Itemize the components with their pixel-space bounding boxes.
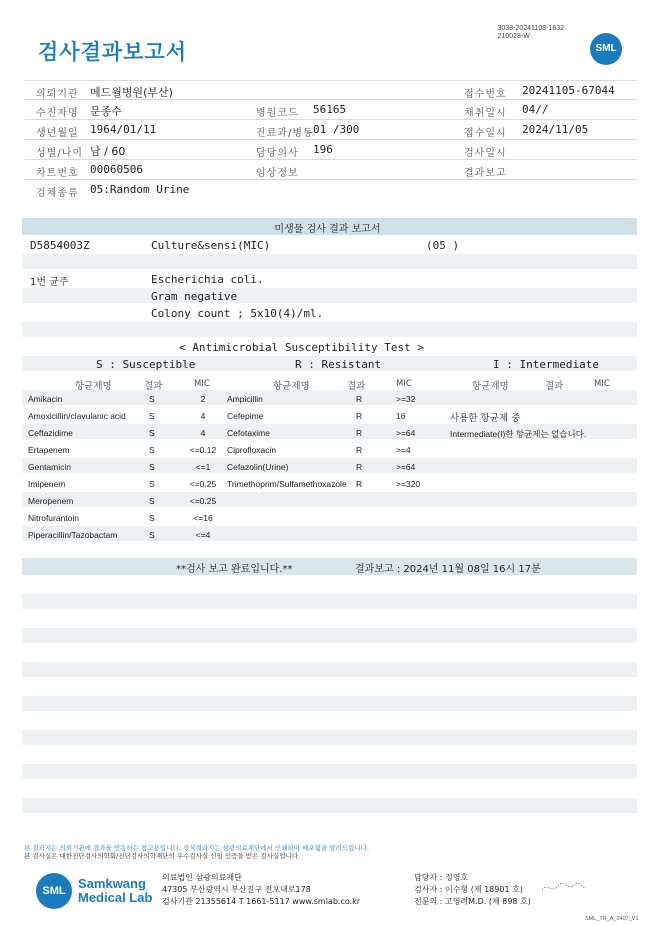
band (22, 628, 637, 643)
specimen-label: 검체종류 (36, 188, 79, 199)
footer-address: 47305 부산광역시 부산진구 전포대로178 (162, 885, 311, 894)
band (22, 798, 637, 813)
legend-susceptible: S : Susceptible (96, 358, 196, 371)
ast-mic: 16 (396, 411, 406, 421)
specimen-value: 05:Random Urine (90, 183, 190, 196)
document-code-line1: 3038-20241108-1632 (497, 25, 564, 32)
ast-mic: <=0.12 (189, 445, 217, 455)
ast-mic: <=0.25 (189, 479, 217, 489)
info-row-4 (24, 140, 637, 160)
ast-drug: Ampicillin (227, 394, 263, 404)
footer-person-3: 전문의 : 고영려M.D. (제 898 호) (414, 897, 531, 906)
ast-mic: >=32 (396, 394, 416, 404)
col-result-header: 결과 (347, 381, 366, 392)
footer-logo-icon: SML (36, 873, 72, 909)
band (22, 594, 637, 609)
info-row-3 (24, 120, 637, 140)
report-label: 결과보고 (464, 168, 507, 179)
ast-result: R (356, 394, 363, 404)
colony-count: Colony count ; 5x10(4)/ml. (151, 307, 324, 320)
sml-logo: SML (590, 33, 622, 65)
band (22, 730, 637, 745)
disclaimer-2: 본 검사실은 대한진단검사의학회/진단검사의학재단의 우수검사실 신임 인증을 받은 검사실입니다. (24, 852, 301, 860)
ast-result: S (149, 530, 155, 540)
ast-result: S (149, 513, 155, 523)
birth-label: 생년월일 (36, 128, 79, 139)
ast-mic: >=4 (396, 445, 411, 455)
micro-section-title: 미생물 검사 결과 보고서 (274, 224, 381, 235)
ast-result: S (149, 428, 155, 438)
ast-mic: 4 (200, 411, 206, 421)
ast-result: R (356, 428, 363, 438)
institution-value: 메드윌병원(부산) (90, 86, 173, 99)
ast-result: R (356, 411, 363, 421)
receipt-date-label: 접수일시 (464, 128, 507, 139)
col-drug-header: 항균제명 (273, 381, 310, 392)
collect-date-label: 채취일시 (464, 108, 507, 119)
page-title: 검사결과보고서 (38, 40, 188, 64)
footer-contact: 검사기관 21355614 T 1661-5117 www.smlab.co.kr (162, 897, 361, 906)
info-row-5 (24, 160, 637, 180)
ast-result: R (356, 479, 363, 489)
ast-drug: Meropenem (28, 496, 74, 506)
dept-value: 01 /300 (313, 123, 360, 136)
band (22, 254, 637, 269)
info-row-2 (24, 100, 637, 120)
ast-drug: Nitrofurantoin (28, 513, 80, 523)
ast-drug: Ertapenem (28, 445, 70, 455)
ast-drug: Piperacillin/Tazobactam (28, 530, 118, 540)
doctor-label: 담당의사 (256, 148, 299, 159)
legend-intermediate: I : Intermediate (493, 358, 599, 371)
footer-org: 의료법인 삼광의료재단 (162, 873, 242, 882)
ast-drug: Cefotaxime (227, 428, 270, 438)
sex-age-value: 남 / 60 (90, 145, 126, 158)
ast-mic: >=64 (396, 462, 416, 472)
form-code: SML_TR_A_2407_V1 (585, 916, 639, 922)
ast-drug: Amikacin (28, 394, 63, 404)
footer-brand (78, 877, 152, 905)
gram-stain: Gram negative (151, 290, 238, 303)
receipt-date-value: 2024/11/05 (522, 123, 589, 136)
institution-label: 의뢰기관 (36, 89, 79, 100)
micro-code: D5854003Z (30, 239, 90, 252)
brand-line1: Samkwang (78, 876, 146, 891)
doctor-value: 196 (313, 143, 333, 156)
ast-result: S (149, 496, 155, 506)
birth-value: 1964/01/11 (90, 123, 157, 136)
col-mic-header: MIC (396, 379, 412, 389)
ast-mic: >=320 (396, 479, 421, 489)
band (22, 492, 637, 507)
chart-label: 차트번호 (36, 168, 79, 179)
col-drug-header: 항균제명 (472, 381, 509, 392)
ast-drug: Cefepime (227, 411, 264, 421)
ast-drug: Gentamicin (28, 462, 71, 472)
col-result-header: 결과 (545, 381, 564, 392)
ast-result: S (149, 479, 155, 489)
collect-date-value: 04// (522, 103, 549, 116)
ast-result: S (149, 411, 155, 421)
col-mic-header: MIC (194, 379, 210, 389)
hospital-code-label: 병원코드 (256, 108, 299, 119)
ast-result: S (149, 445, 155, 455)
ast-drug: Cefazolin(Urine) (227, 462, 289, 472)
band (22, 288, 637, 303)
brand-line2: Medical Lab (78, 890, 153, 905)
ast-mic: >=64 (396, 428, 416, 438)
band (22, 662, 637, 677)
ast-title: < Antimicrobial Susceptibility Test > (178, 341, 425, 354)
receipt-no-label: 접수번호 (464, 89, 507, 100)
ast-result: R (356, 462, 363, 472)
chart-value: 00060506 (90, 163, 143, 176)
ast-result: S (149, 462, 155, 472)
sex-age-label: 성별/나이 (36, 148, 84, 159)
ast-mic: 4 (200, 428, 206, 438)
info-row-6 (24, 180, 637, 200)
name-value: 문종수 (90, 105, 122, 118)
report-time: 결과보고 : 2024년 11월 08일 16시 17분 (355, 564, 541, 575)
organism-label: 1번 균주 (30, 277, 69, 288)
dept-label: 진료과/병동 (256, 128, 314, 139)
completion-band (22, 558, 637, 575)
hospital-code-value: 56165 (313, 103, 347, 116)
disclaimer-1: 본 결과지는 의뢰기관에 결과를 연동하는 참고용입니다. 정식결과지는 삼광의료재단에서 인쇄하여 배포됨을 알려드립니다. (24, 844, 370, 852)
micro-test-code: (05 ) (426, 239, 460, 252)
intermediate-note-2: Intermediate(I)한 항균제는 없습니다. (450, 429, 587, 439)
ast-mic: 2 (200, 394, 206, 404)
band (22, 322, 637, 337)
receipt-no-value: 20241105-67044 (522, 84, 615, 97)
info-row-1 (24, 80, 637, 100)
report-complete: **검사 보고 완료입니다.** (176, 564, 293, 575)
ast-drug: Trimethoprim/Sulfamethoxazole (227, 479, 347, 489)
col-mic-header: MIC (594, 379, 610, 389)
document-code-line2: 210028-W (497, 33, 530, 40)
band (22, 764, 637, 779)
ast-drug: Imipenem (28, 479, 66, 489)
ast-result: R (356, 445, 363, 455)
legend-resistant: R : Resistant (295, 358, 382, 371)
micro-test: Culture&sensi(MIC) (151, 239, 271, 252)
footer-person-1: 담당자 : 정영호 (414, 873, 469, 882)
ast-result: S (149, 394, 155, 404)
band (22, 696, 637, 711)
ast-drug: Ceftazidime (28, 428, 73, 438)
ast-mic: <=16 (193, 513, 213, 523)
document-code (498, 25, 564, 41)
col-drug-header: 항균제명 (75, 381, 112, 392)
ast-drug: Amoxicillin/clavulanic acid (28, 411, 126, 421)
footer-person-2: 검사자 : 이수형 (제 18901 호) (414, 885, 523, 894)
ast-mic: <=4 (195, 530, 211, 540)
ast-drug: Ciprofloxacin (227, 445, 277, 455)
intermediate-note-1: 사용한 항균제 중 (450, 413, 521, 424)
band (22, 390, 637, 405)
name-label: 수진자명 (36, 108, 79, 119)
col-result-header: 결과 (144, 381, 163, 392)
signature-icon (540, 880, 588, 896)
clinical-label: 임상정보 (256, 168, 299, 179)
organism-name: Escherichia coli. (151, 273, 264, 286)
test-date-label: 검사일시 (464, 148, 507, 159)
ast-mic: <=1 (195, 462, 211, 472)
band (22, 458, 637, 473)
ast-mic: <=0.25 (189, 496, 217, 506)
